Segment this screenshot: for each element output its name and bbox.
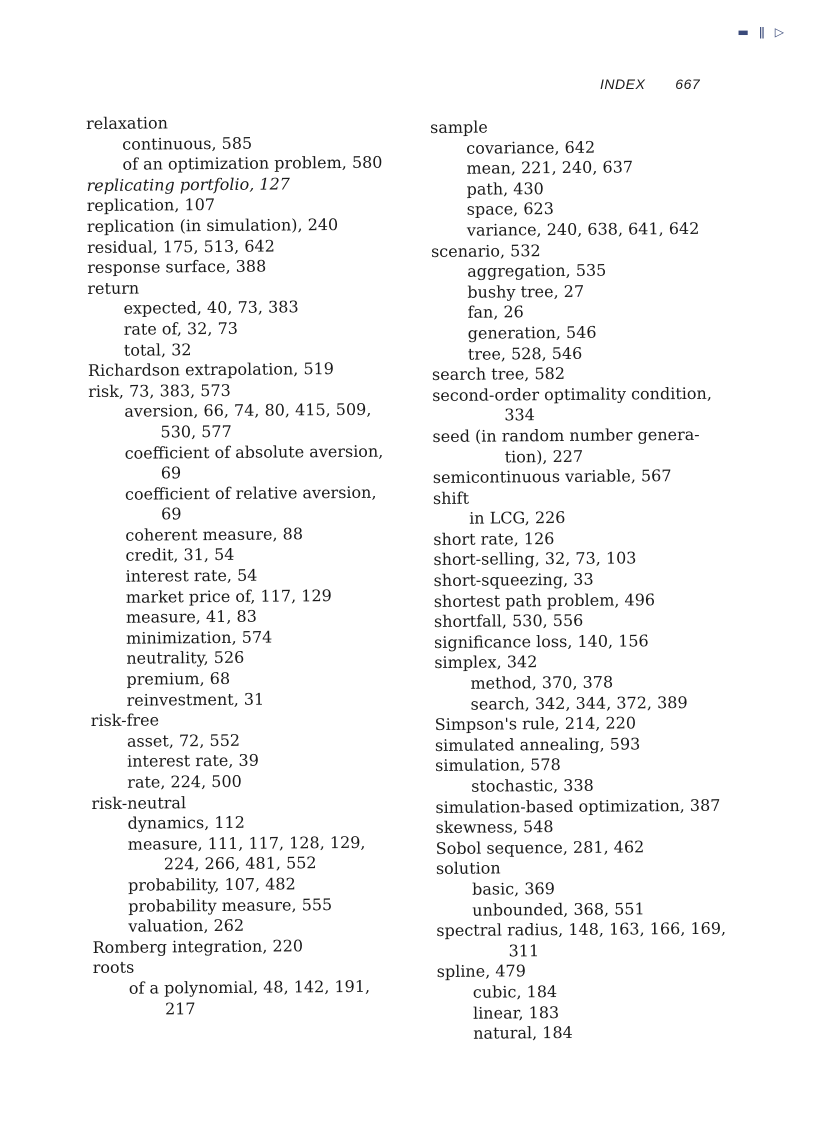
index-entry: probability, 107, 482 bbox=[127, 874, 296, 895]
index-entry: 69 bbox=[161, 504, 182, 524]
index-entry: Romberg integration, 220 bbox=[92, 936, 304, 957]
index-entry: second-order optimality condition, bbox=[432, 383, 712, 405]
index-entry: spectral radius, 148, 163, 166, 169, bbox=[436, 918, 727, 941]
index-entry: interest rate, 39 bbox=[127, 751, 259, 772]
index-entry: Simpson's rule, 214, 220 bbox=[434, 713, 637, 735]
index-entry: return bbox=[87, 278, 140, 298]
index-entry: replication (in simulation), 240 bbox=[86, 214, 339, 236]
index-entry: coefficient of relative aversion, bbox=[124, 482, 377, 504]
index-entry: shortfall, 530, 556 bbox=[433, 611, 584, 632]
index-entry: path, 430 bbox=[466, 178, 544, 199]
index-entry: tree, 528, 546 bbox=[467, 343, 583, 364]
index-entry: valuation, 262 bbox=[128, 915, 245, 936]
index-entry: 530, 577 bbox=[160, 421, 232, 442]
index-entry: shift bbox=[432, 488, 470, 508]
index-entry: reinvestment, 31 bbox=[126, 689, 265, 710]
play-triangle-icon: ▷ bbox=[774, 25, 784, 39]
index-entry: covariance, 642 bbox=[466, 137, 596, 158]
index-entry: solution bbox=[435, 858, 501, 879]
index-entry: minimization, 574 bbox=[126, 627, 273, 648]
index-entry: expected, 40, 73, 383 bbox=[123, 297, 299, 319]
index-entry: of an optimization problem, 580 bbox=[122, 152, 383, 174]
index-entry: relaxation bbox=[86, 113, 168, 133]
index-entry: short-squeezing, 33 bbox=[433, 569, 594, 591]
index-entry: response surface, 388 bbox=[87, 256, 267, 278]
index-entry: risk, 73, 383, 573 bbox=[88, 380, 231, 401]
index-entry: risk-neutral bbox=[91, 792, 187, 813]
index-entry: credit, 31, 54 bbox=[125, 545, 235, 566]
index-entry: method, 370, 378 bbox=[470, 672, 614, 693]
index-entry: short rate, 126 bbox=[433, 528, 555, 549]
index-entry: 217 bbox=[164, 998, 196, 1018]
index-entry: semicontinuous variable, 567 bbox=[432, 466, 672, 488]
index-entry: short-selling, 32, 73, 103 bbox=[433, 548, 637, 570]
index-entry: significance loss, 140, 156 bbox=[434, 631, 649, 652]
header-label: INDEX bbox=[600, 76, 646, 92]
index-entry: simulated annealing, 593 bbox=[434, 734, 641, 755]
index-column-left bbox=[86, 112, 403, 1021]
index-entry: dynamics, 112 bbox=[127, 812, 245, 833]
index-entry: sample bbox=[430, 117, 488, 137]
index-entry: risk-free bbox=[90, 710, 160, 731]
filled-square-icon: ▬ bbox=[737, 25, 749, 39]
index-entry: 311 bbox=[508, 940, 540, 961]
running-header bbox=[600, 76, 720, 92]
index-entry: basic, 369 bbox=[471, 879, 555, 899]
index-entry: in LCG, 226 bbox=[469, 508, 566, 528]
index-entry: continuous, 585 bbox=[122, 133, 253, 154]
index-entry: total, 32 bbox=[123, 339, 192, 360]
index-entry: interest rate, 54 bbox=[125, 565, 258, 586]
index-entry: residual, 175, 513, 642 bbox=[86, 236, 275, 257]
index-entry: Richardson extrapolation, 519 bbox=[87, 359, 335, 381]
index-entry: coherent measure, 88 bbox=[125, 524, 304, 545]
index-entry: cubic, 184 bbox=[472, 981, 558, 1002]
index-entry: Sobol sequence, 281, 462 bbox=[435, 837, 645, 858]
index-entry: shortest path problem, 496 bbox=[433, 589, 656, 611]
index-entry: generation, 546 bbox=[467, 322, 597, 343]
index-entry: aversion, 66, 74, 80, 415, 509, bbox=[124, 400, 372, 422]
index-entry: linear, 183 bbox=[472, 1002, 560, 1023]
index-entry: search tree, 582 bbox=[431, 364, 566, 385]
index-entry: 69 bbox=[160, 463, 182, 483]
index-entry: bushy tree, 27 bbox=[467, 281, 585, 302]
index-entry: simulation, 578 bbox=[435, 755, 561, 776]
index-entry: rate, 224, 500 bbox=[127, 771, 242, 792]
index-entry: fan, 26 bbox=[467, 302, 524, 323]
index-entry: 334 bbox=[504, 405, 535, 425]
index-entry: unbounded, 368, 551 bbox=[472, 898, 645, 920]
index-entry: premium, 68 bbox=[126, 668, 231, 689]
index-entry: simplex, 342 bbox=[434, 652, 538, 673]
index-entry: coefficient of absolute aversion, bbox=[124, 441, 384, 463]
index-entry: simulation-based optimization, 387 bbox=[435, 795, 721, 817]
index-entry: skewness, 548 bbox=[435, 817, 554, 838]
index-entry: of a polynomial, 48, 142, 191, bbox=[128, 976, 371, 998]
index-entry: replication, 107 bbox=[86, 195, 216, 216]
index-entry: search, 342, 344, 372, 389 bbox=[470, 692, 688, 714]
index-entry: scenario, 532 bbox=[430, 240, 541, 261]
index-entry: asset, 72, 552 bbox=[126, 730, 241, 751]
index-entry: natural, 184 bbox=[473, 1023, 573, 1043]
index-entry: measure, 111, 117, 128, 129, bbox=[127, 832, 366, 854]
index-entry: variance, 240, 638, 641, 642 bbox=[466, 218, 700, 240]
double-bar-icon: ǁ bbox=[758, 25, 765, 39]
page-number: 667 bbox=[675, 76, 701, 92]
page-corner-marks bbox=[738, 26, 784, 38]
index-entry: space, 623 bbox=[466, 199, 554, 220]
index-entry: spline, 479 bbox=[436, 961, 526, 982]
index-entry: rate of, 32, 73 bbox=[123, 318, 238, 339]
index-entry: replicating portfolio, 127 bbox=[86, 174, 290, 195]
index-entry: mean, 221, 240, 637 bbox=[466, 157, 634, 178]
index-entry: aggregation, 535 bbox=[467, 260, 607, 281]
index-entry: seed (in random number genera- bbox=[432, 424, 700, 446]
index-entry: market price of, 117, 129 bbox=[125, 585, 332, 607]
index-entry: tion), 227 bbox=[504, 446, 584, 466]
index-entry: stochastic, 338 bbox=[471, 775, 594, 796]
index-entry: 224, 266, 481, 552 bbox=[163, 853, 317, 874]
index-column-right bbox=[430, 116, 737, 1045]
index-entry: probability measure, 555 bbox=[128, 894, 333, 916]
index-entry: roots bbox=[92, 957, 135, 978]
index-entry: neutrality, 526 bbox=[126, 648, 245, 669]
index-entry: measure, 41, 83 bbox=[125, 606, 257, 627]
